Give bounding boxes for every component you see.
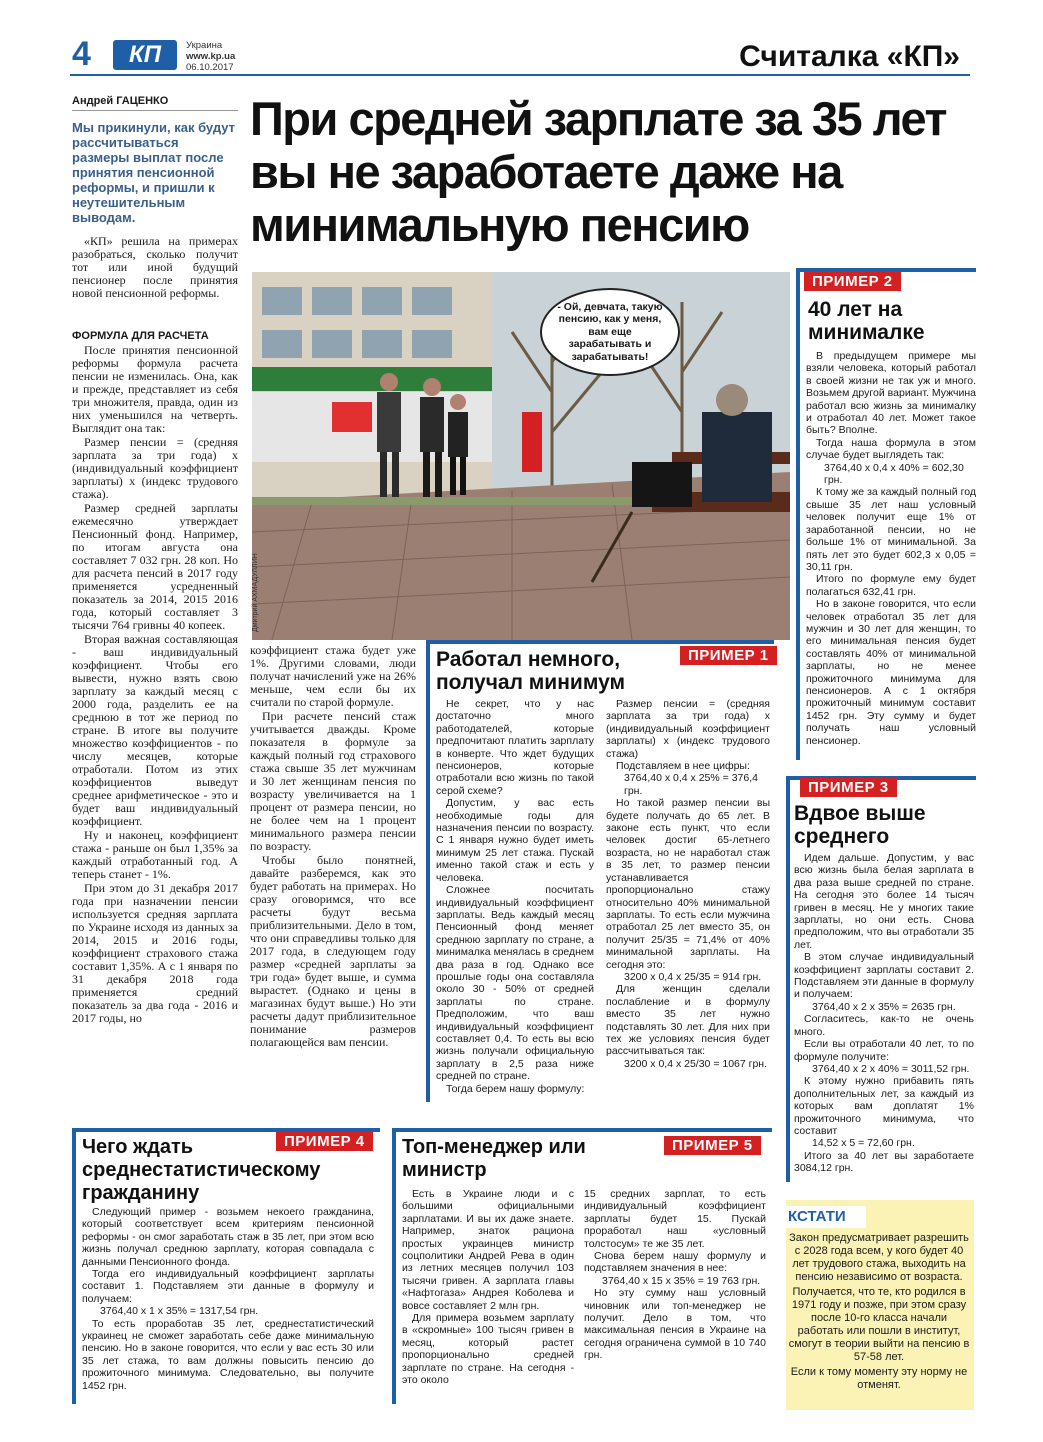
example2-paragraph: Итого по формуле ему будет полагаться 632,41 грн.	[806, 573, 976, 598]
example3-body	[794, 852, 974, 1175]
masthead-date: 06.10.2017	[186, 62, 234, 73]
example5-col-a	[402, 1188, 574, 1387]
col1-paragraph: Размер средней зарплаты ежемесячно утверждает Пенсионный фонд. Например, по итогам августа она составляет 7 032 грн. 28 коп. Но для расчета пенсий в 2017 году применяется усредненный показатель за 2014, 2015 2016 года, который составляет 3 тысячи 764 гривны 40 копеек.	[72, 501, 238, 632]
example2-body	[806, 350, 976, 747]
column-1	[72, 344, 238, 1026]
kstati-paragraph: Если к тому моменту эту норму не отменят.	[790, 1366, 968, 1391]
author: Андрей ГАЦЕНКО	[72, 95, 169, 107]
example2-paragraph: Но в законе говорится, что если человек отработал 35 лет для мужчин и 30 лет для женщин, то его минимальная пенсия будет составлять 40% от минимальной зарплаты, но не менее прожиточного минимума для пенсионеров. А с 1 октября прожиточный минимум составит 1452 грн. Эту сумму и будет получать наш условный пенсионер.	[806, 598, 976, 747]
example5-title: Топ-менеджер или министр	[402, 1136, 586, 1181]
example4-paragraph: То есть проработав 35 лет, среднестатистический украинец не сможет заработать себе даже минимальную пенсию. Но в законе говорится, что если у вас есть 30 или 35 лет стажа, то вам должны повысить пенсию до прожиточного минимума. Следовательно, вы получите 1452 грн.	[82, 1317, 374, 1392]
example1-paragraph: Размер пенсии = (средняя зарплата за три года) х (индивидуальный коэффициент зарплаты) х (индекс трудового стажа)	[606, 698, 770, 760]
example1-formula: 3200 х 0,4 х 25/35 = 914 грн.	[624, 970, 762, 983]
page-number: 4	[72, 35, 91, 73]
example5-formula: 3764,40 х 15 х 35% = 19 763 грн.	[602, 1274, 761, 1287]
masthead-country: Украина	[186, 40, 223, 51]
kstati-paragraph: Получается, что те, кто родился в 1971 году и позже, при этом сразу после 10-го класса начали работать или пошли в институт, смогут в теории выйти на пенсию в 57-58 лет.	[788, 1286, 970, 1363]
example2-formula: 3764,40 х 0,4 х 40% = 602,30 грн.	[824, 461, 964, 487]
example2-paragraph: В предыдущем примере мы взяли человека, который работал в своей жизни не так уж и много. Возьмем другой вариант. Мужчина работал всю жизнь за минималку и отработал 40 лет. Может такое быть? Вполне.	[806, 350, 976, 437]
kstati-tag: КСТАТИ	[788, 1208, 846, 1225]
example2-paragraph: К тому же за каждый полный год свыше 35 лет наш условный человек получит еще 1% от заработанной пенсии, но не больше 1% от минимальной. За пять лет это будет 602,3 х 0,05 = 30,11 грн.	[806, 486, 976, 573]
example1-formula: 3200 х 0,4 х 25/30 = 1067 грн.	[624, 1057, 768, 1070]
example2-title: 40 лет на минималке	[808, 298, 925, 344]
col2-paragraph: коэффициент стажа будет уже 1%. Другими словами, люди получат начислений уже на 26% меньше, чем если бы их считали по старой формуле.	[250, 643, 416, 709]
col1-paragraph: Размер пенсии = (средняя зарплата за три года) х (индивидуальный коэффициент зарплаты) х (индекс трудового стажа).	[72, 435, 238, 501]
example4-formula: 3764,40 х 1 х 35% = 1317,54 грн.	[100, 1305, 259, 1318]
kp-logo	[113, 40, 177, 70]
example5-col-b	[584, 1188, 766, 1362]
photo-illustration	[252, 272, 790, 640]
example1-paragraph: Для женщин сделали послабление и в формулу вместо 35 лет нужно подставлять 30 лет. Для них при тех же условиях пенсия будет рассчитываться так:	[606, 983, 770, 1058]
col1-paragraph: При этом до 31 декабря 2017 года при назначении пенсии используется средняя зарплата по Украине исходя из данных за 2014, 2015 и 2016 годы, коэффициент страхового стажа составит 1,35%. А с 1 января по 31 декабря 2018 года применяется средний показатель за два года - 2016 и 2017 годы, но	[72, 881, 238, 1025]
street-photo	[252, 272, 790, 640]
intro: «КП» решила на примерах разобраться, сколько получит тот или иной будущий пенсионер после принятия новой пенсионной реформы.	[72, 234, 238, 300]
col1-paragraph: Вторая важная составляющая - ваш индивидуальный коэффициент. Чтобы его вывести, нужно взять свою зарплату за каждый месяц с 2000 года, разделить ее на среднюю в тот же период по стране. В итоге вы получите множество коэффициентов - по числу месяцев, которые отработали. Потом из этих коэффициентов выведут среднее арифметическое - это и будет ваш индивидуальный коэффициент.	[72, 632, 238, 828]
example4-paragraph: Следующий пример - возьмем некоего гражданина, который соответствует всем критериям пенсионной реформы - он смог заработать стаж в 35 лет, при этом всю жизнь получал среднюю зарплату, которая совпадала с данными Пенсионного фонда.	[82, 1206, 374, 1268]
example1-paragraph: Сложнее посчитать индивидуальный коэффициент зарплаты. Ведь каждый месяц Пенсионный фонд меняет среднюю зарплату по стране, а минималка менялась в среднем два раза в год. Однако все прошлые годы она составляла около 30 - 50% от средней зарплаты по стране. Предположим, что ваш индивидуальный коэффициент составляет 0,4. То есть вы всю жизнь получали официальную зарплату в 2,5 раза ниже средней по стране.	[436, 884, 594, 1083]
speech-bubble-text: - Ой, девчата, такую пенсию, как у меня, вам еще зарабатывать и зарабатывать!	[557, 300, 663, 363]
example4-title: Чего ждать среднестатистическому гражданину	[82, 1136, 321, 1204]
example3-paragraph: Идем дальше. Допустим, у вас всю жизнь была белая зарплата в два раза выше средней по стране. На сегодня это более 14 тысяч гривен в месяц. Не у многих такие зарплаты, но они есть. Снова предположим, что вы отработали 35 лет.	[794, 852, 974, 951]
example3-tag: ПРИМЕР 3	[800, 778, 897, 797]
rubric-title: Считалка «КП»	[739, 40, 960, 73]
example4-body	[82, 1206, 374, 1392]
example4-tag: ПРИМЕР 4	[276, 1132, 373, 1151]
col1-paragraph: Ну и наконец, коэффициент стажа - раньше он был 1,35% за каждый отработанный год. А теперь станет - 1%.	[72, 828, 238, 881]
masthead-rule	[70, 74, 970, 76]
example1-col-b	[606, 698, 770, 1070]
example5-paragraph: Но эту сумму наш условный чиновник или топ-менеджер не получит. Дело в том, что максимальная пенсия в Украине на сегодня ограничена суммой в 10 740 грн.	[584, 1287, 766, 1362]
example1-title: Работал немного, получал минимум	[436, 648, 626, 694]
example3-title: Вдвое выше среднего	[794, 802, 926, 848]
author-rule	[72, 110, 238, 111]
column-2	[250, 644, 416, 1050]
example5-paragraph: Снова берем нашу формулу и подставляем значения в нее:	[584, 1250, 766, 1275]
example1-paragraph: Не секрет, что у нас достаточно много работодателей, которые предпочитают платить зарплату в конверте. Что ждет будущих пенсионеров, которые отработали всю жизнь по такой серой схеме?	[436, 698, 594, 797]
speech-bubble	[540, 288, 680, 376]
example3-formula: 14,52 х 5 = 72,60 грн.	[812, 1137, 915, 1150]
example3-paragraph: Согласитесь, как-то не очень много.	[794, 1013, 974, 1038]
example3-paragraph: Итого за 40 лет вы заработаете 3084,12 грн.	[794, 1149, 974, 1175]
example1-paragraph: Допустим, у вас есть необходимые годы для назначения пенсии по возрасту. С 1 января нужно будет иметь минимум 25 лет стажа. Пускай именно такой стаж и есть у человека.	[436, 797, 594, 884]
example5-paragraph: 15 средних зарплат, то есть индивидуальный коэффициент зарплаты будет 15. Пускай проработал наш «условный толстосум» те же 35 лет.	[584, 1188, 766, 1250]
example4-paragraph: Тогда его индивидуальный коэффициент зарплаты составит 1. Подставляем эти данные в формулу и получаем:	[82, 1268, 374, 1305]
masthead-site: www.kp.ua	[186, 51, 236, 62]
photo-credit: Дмитрий АХМАДУЛЛИН	[252, 553, 259, 632]
example3-paragraph: К этому нужно прибавить пять дополнительных лет, за каждый из которых вам доплатят 1% прожиточного минимума, что составит	[794, 1075, 974, 1137]
example5-tag: ПРИМЕР 5	[664, 1136, 761, 1155]
headline: При средней зарплате за 35 лет вы не заработаете даже на минимальную пенсию	[250, 92, 946, 251]
example2-paragraph: Тогда наша формула в этом случае будет выглядеть так:	[806, 436, 976, 462]
lead: Мы прикинули, как будут рассчитываться размеры выплат после принятия пенсионной реформы, и пришли к неутешительным выводам.	[72, 120, 235, 225]
kstati-paragraph: Закон предусматривает разрешить с 2028 года всем, у кого будет 40 лет трудового стажа, выходить на пенсию независимо от возраста.	[789, 1232, 969, 1283]
formula-heading: ФОРМУЛА ДЛЯ РАСЧЕТА	[72, 330, 209, 342]
example3-paragraph: Если вы отработали 40 лет, то по формуле получите:	[794, 1038, 974, 1063]
example1-paragraph: Но такой размер пенсии вы будете получать до 65 лет. В законе есть пункт, что если человек достиг 65-летнего возраста, но не наработал стаж в 35 лет, то размер пенсии устанавливается пропорционально стажу относительно 40% минимальной зарплаты. То есть если мужчина отработал 25 лет вместо 35, он получит 25/35 = 71,4% от 40% минимальной зарплаты. На сегодня это:	[606, 797, 770, 971]
example2-tag: ПРИМЕР 2	[804, 272, 901, 291]
kstati-body	[788, 1232, 970, 1392]
example1-tag: ПРИМЕР 1	[680, 646, 777, 665]
col2-paragraph: Чтобы было понятней, давайте разберемся, как это будет работать на примерах. Но сразу оговоримся, что все расчеты будут весьма приблизительными. Дело в том, что они справедливы только для 2017 года, в следующем году размер «средней зарплаты за три года» будет выше, и сумма вырастет. (Однако и цены в магазинах будут выше.) Но эти расчеты дадут приблизительное понимание размеров полагающейся вам пенсии.	[250, 853, 416, 1049]
example3-paragraph: В этом случае индивидуальный коэффициент зарплаты составит 2. Подставляем эти данные в формулу и получаем:	[794, 951, 974, 1001]
example5-paragraph: Есть в Украине люди и с большими официальными зарплатами. И вы их даже знаете. Например, знаток рациона простых украинцев министр соцполитики Андрей Рева в один из летних месяцев получил 103 тысячи гривен. А зарплата главы «Нафтогаза» Андрея Коболева и вовсе составляет 2 млн грн.	[402, 1188, 574, 1312]
col2-paragraph: При расчете пенсий стаж учитывается дважды. Кроме показателя в формуле за каждый полный год страхового стажа свыше 35 лет мужчинам и 30 лет женщинам пенсия по возрасту увеличивается на 1 процент от размера пенсии, но не более чем на 1 процент минимального размера пенсии по возрасту.	[250, 709, 416, 853]
example3-formula: 3764,40 х 2 х 35% = 2635 грн.	[812, 1000, 956, 1013]
example1-formula: 3764,40 х 0,4 х 25% = 376,4 грн.	[624, 772, 758, 797]
masthead-info	[186, 40, 235, 73]
kp-logo-text: КП	[128, 41, 161, 68]
example1-paragraph: Тогда берем нашу формулу:	[446, 1082, 585, 1095]
example1-col-a	[436, 698, 594, 1095]
example1-paragraph: Подставляем в нее цифры:	[616, 760, 750, 773]
example5-paragraph: Для примера возьмем зарплату в «скромные» 100 тысяч гривен в месяц, который растет пропорционально средней зарплате по стране. На сегодня - это около	[402, 1312, 574, 1387]
example3-formula: 3764,40 х 2 х 40% = 3011,52 грн.	[812, 1062, 970, 1075]
col1-paragraph: После принятия пенсионной реформы формула расчета пенсии не изменилась. Она, как и прежде, представляет из себя три множителя, правда, один из них уменьшился на четверть. Выглядит она так:	[72, 343, 238, 435]
